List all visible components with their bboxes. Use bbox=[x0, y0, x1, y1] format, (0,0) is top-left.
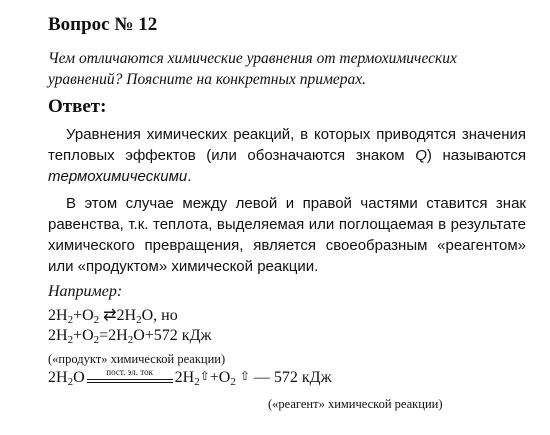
reaction-condition: пост. эл. ток bbox=[106, 367, 153, 377]
gas-up-arrow-icon: ⇧ bbox=[239, 369, 250, 383]
reversible-arrow-icon: ⇄ bbox=[103, 307, 117, 324]
paragraph-text: . bbox=[187, 168, 192, 185]
note-reagent: («реагент» химической реакции) bbox=[268, 397, 443, 411]
note-product: («продукт» химической реакции) bbox=[48, 352, 226, 366]
equation-1: $2H_2+O_2$ $⇄2H_2O$, но bbox=[48, 307, 178, 326]
equation-3: $2H_2O$ пост. эл. ток $2H_2⇧+O_2$ ⇧ — 572 кДж bbox=[48, 367, 332, 388]
question-text: Чем отличаются химические уравнения от термохимических уравнений? Поясните на конкретных примерах. bbox=[48, 50, 457, 88]
answer-paragraph-2: В этом случае между левой и правой частями ставится знак равенства, т.к. теплота, выделяемая или поглощаемая в результате химического превращения, является своеобразным «реагентом» или «продуктом» химической реакции. bbox=[48, 195, 526, 275]
paragraph-text: Уравнения химических реакций, в которых приводятся значения тепловых эффектов (или обозначаются знаком bbox=[48, 126, 526, 164]
answer-title: Ответ: bbox=[48, 96, 107, 117]
term-thermochemical: термохимическими bbox=[48, 168, 188, 185]
paragraph-text: ) называются bbox=[426, 147, 526, 164]
example-label: Например: bbox=[48, 283, 123, 300]
equation-2: $2H_2+O_2=2H_2O+572$ кДж bbox=[48, 327, 212, 346]
gas-up-arrow-icon: ⇧ bbox=[199, 369, 210, 383]
answer-paragraph-1 bbox=[48, 124, 526, 187]
reaction-condition-arrow bbox=[87, 369, 173, 387]
question-title: Вопрос № 12 bbox=[48, 14, 158, 35]
symbol-q: Q bbox=[415, 147, 427, 164]
